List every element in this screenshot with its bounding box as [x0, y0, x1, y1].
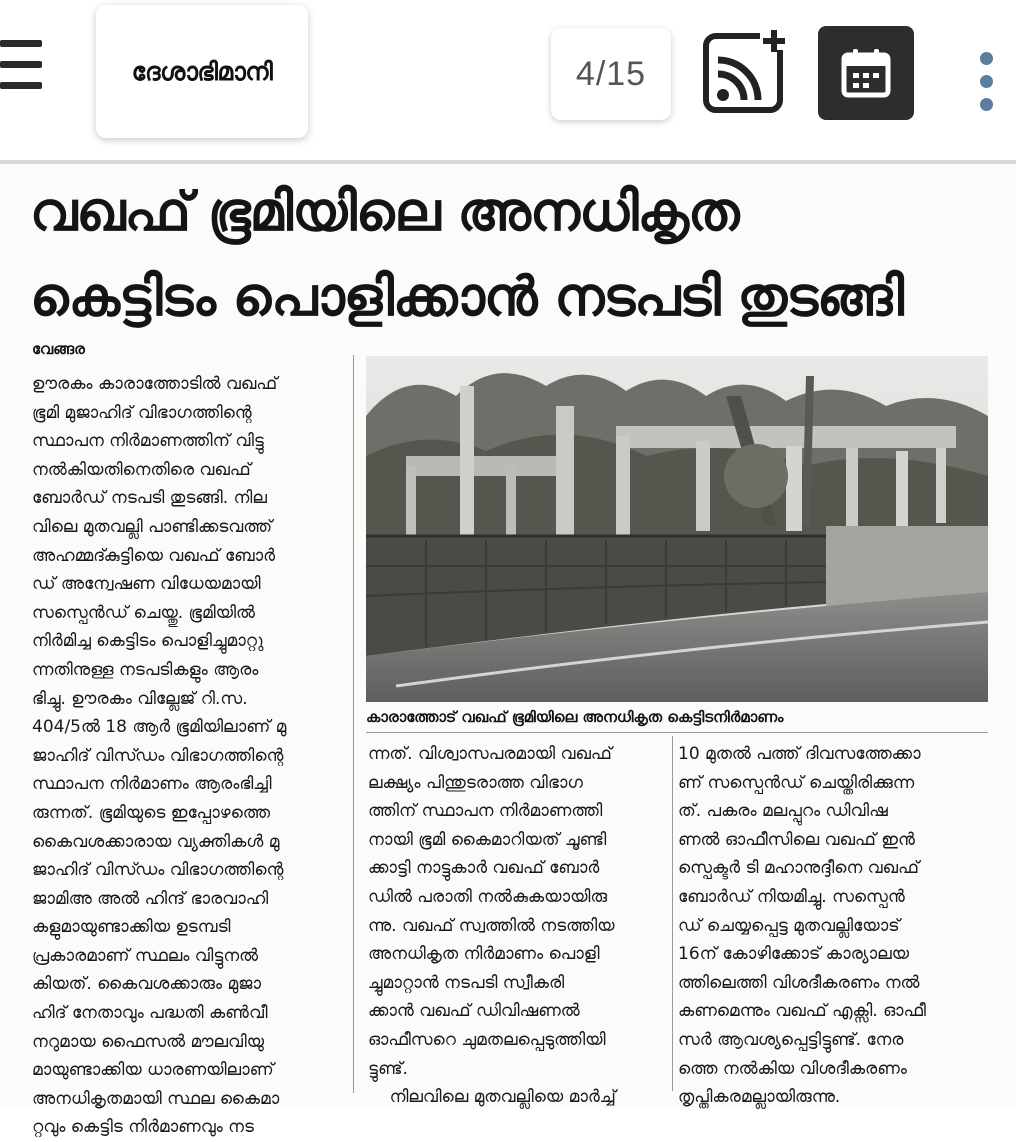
article-line: സ്ഥാപന നിർമാണം ആരംഭിച്ചി [32, 774, 272, 795]
article-line: അനധികൃത നിർമാണം പൊളി [368, 944, 600, 965]
publication-logo-button[interactable] [96, 5, 308, 138]
article-line: ഡ് ചെയ്യപ്പെട്ട മുതവല്ലിയോട് [678, 915, 900, 936]
article-line: റ്റവും കെട്ടിട നിർമാണവും നട [32, 1117, 254, 1138]
article-line: ലക്ഷ്യം പിന്തുടരാത്ത വിഭാഗ [368, 772, 583, 793]
article-line: കണമെന്നും വഖഫ് എക്സി. ഓഫീ [678, 1001, 926, 1022]
article-line: ഡ് അന്വേഷണ വിധേയമായി [32, 574, 261, 595]
article-line: ജാമിഅ അൽ ഹിന്ദ് ഭാരവാഹി [32, 888, 269, 909]
headline-line-2: കെട്ടിടം പൊളിക്കാൻ നടപടി തുടങ്ങി [30, 265, 904, 328]
article-line: ജാഹിദ് വിസ്ഡം വിഭാഗത്തിന്റെ [32, 860, 284, 881]
article-photo [366, 356, 988, 702]
headline-line-1: വഖഫ് ഭൂമിയിലെ അനധികൃത [30, 180, 739, 243]
more-vertical-icon[interactable] [975, 48, 999, 114]
article-line: ത്. പകരം മലപ്പുറം ഡിവിഷ [678, 801, 888, 822]
calendar-icon [839, 46, 893, 100]
article-line: പ്രകാരമാണ് സ്ഥലം വിട്ടുനൽ [32, 945, 259, 966]
article-line: വിലെ മുതവല്ലി പാണ്ടിക്കടവത്ത് [32, 516, 273, 537]
article-column-3 [678, 740, 988, 1112]
article-line: സ്പെക്ടർ ടി മഹാനുദ്ദീനെ വഖഫ് [678, 858, 919, 879]
article-line: ന്നത്. വിശ്വാസപരമായി വഖഫ് [368, 744, 612, 764]
article-line: ബോർഡ് നടപടി തുടങ്ങി. നില [32, 488, 267, 509]
article-line: സസ്പെൻഡ് ചെയ്തു. ഭൂമിയിൽ [32, 602, 255, 623]
article-line: നിർമിച്ച കെട്ടിടം പൊളിച്ചുമാറ്റു [32, 631, 264, 652]
article-line: ഹിദ് നേതാവും പദ്ധതി കൺവീ [32, 1003, 268, 1024]
article-line: അനധികൃതമായി സ്ഥല കൈമാ [32, 1088, 280, 1109]
article-column-1 [32, 370, 344, 1142]
article-line: ഡിൽ പരാതി നൽകുകയായിരു [368, 886, 608, 907]
article-line: രുന്നത്. ഭൂമിയുടെ ഇപ്പോഴത്തെ [32, 802, 270, 823]
caption-divider [366, 732, 988, 733]
article-line: ച്ചുമാറ്റാൻ നടപടി സ്വീകരി [368, 972, 565, 993]
rss-add-icon[interactable] [700, 26, 790, 116]
column-divider [353, 355, 354, 1093]
column-divider [672, 736, 673, 1091]
article-line: ത്തിലെത്തി വിശദീകരണം നൽ [678, 972, 920, 993]
article-line: ത്തിന് സ്ഥാപന നിർമാണത്തി [368, 801, 603, 822]
article-line: ഭൂമി മുജാഹിദ് വിഭാഗത്തിന്റെ [32, 402, 252, 423]
dateline: വേങ്ങര [32, 340, 85, 358]
hamburger-menu-icon[interactable] [0, 40, 44, 90]
article-line: മായുണ്ടാക്കിയ ധാരണയിലാണ് [32, 1060, 274, 1081]
article-line: ഭിച്ചു. ഊരകം വില്ലേജ് റി.സ. [32, 688, 248, 709]
article-line: കിയത്. കൈവശക്കാരും മുജാ [32, 974, 262, 995]
page-counter-text: 4/15 [575, 54, 647, 93]
article-line: ജാഹിദ് വിസ്ഡം വിഭാഗത്തിന്റെ [32, 745, 284, 766]
article-line: ട്ടുണ്ട്. [368, 1058, 408, 1079]
app-toolbar [0, 0, 1016, 162]
publication-logo-text: ദേശാഭിമാനി [131, 56, 273, 86]
article-line: 404/5ൽ 18 ആർ ഭൂമിയിലാണ് മു [32, 717, 287, 738]
article-line: ന്നതിനുള്ള നടപടികളും ആരം [32, 659, 259, 680]
calendar-button[interactable] [818, 26, 914, 120]
article-line: നൽകിയതിനെതിരെ വഖഫ് [32, 459, 251, 480]
article-line: ത്തെ നൽകിയ വിശദീകരണം [678, 1058, 907, 1079]
article-line: നായി ഭൂമി കൈമാറിയത് ചൂണ്ടി [368, 829, 607, 850]
article-line: ന്നു. വഖഫ് സ്വത്തിൽ നടത്തിയ [368, 915, 615, 936]
article-line: ഊരകം കാരാത്തോടിൽ വഖഫ് [32, 374, 278, 394]
article-line: കൈവശക്കാരായ വ്യക്തികൾ മു [32, 831, 280, 852]
article-line: കളുമായുണ്ടാക്കിയ ഉടമ്പടി [32, 917, 231, 938]
article-line: ക്കാട്ടി നാട്ടുകാർ വഖഫ് ബോർ [368, 858, 600, 879]
article-line: നിലവിലെ മുതവല്ലിയെ മാർച്ച് [368, 1087, 616, 1108]
photo-caption: കാരാത്തോട് വഖഫ് ഭൂമിയിലെ അനധികൃത കെട്ടിടനിർമാണം [366, 708, 784, 726]
article-line: തൃപ്തികരമല്ലായിരുന്നു. [678, 1087, 841, 1108]
article-line: ണ് സസ്പെൻഡ് ചെയ്തിരിക്കുന്ന [678, 772, 915, 793]
article-line: ക്കാൻ വഖഫ് ഡിവിഷണൽ [368, 1001, 580, 1022]
article-column-2 [368, 740, 668, 1112]
article-line: 10 മുതൽ പത്ത് ദിവസത്തേക്കാ [678, 744, 921, 764]
article-line: ണൽ ഓഫീസിലെ വഖഫ് ഇൻ [678, 829, 915, 850]
article-line: സർ ആവശ്യപ്പെട്ടിട്ടുണ്ട്. നേര [678, 1029, 904, 1050]
page-counter-button[interactable] [551, 28, 671, 120]
article-line: സ്ഥാപന നിർമാണത്തിന് വിട്ടു [32, 431, 264, 452]
article-line: ഓഫീസറെ ചുമതലപ്പെടുത്തിയി [368, 1029, 606, 1050]
article-line: 16ന് കോഴിക്കോട് കാര്യാലയ [678, 944, 909, 965]
article-line: നറുമായ ഫൈസൽ മൗലവിയു [32, 1031, 265, 1052]
article-line: ബോർഡ് നിയമിച്ചു. സസ്പെൻ [678, 886, 905, 907]
article-line: അഹമ്മദ്കുട്ടിയെ വഖഫ് ബോർ [32, 545, 276, 566]
